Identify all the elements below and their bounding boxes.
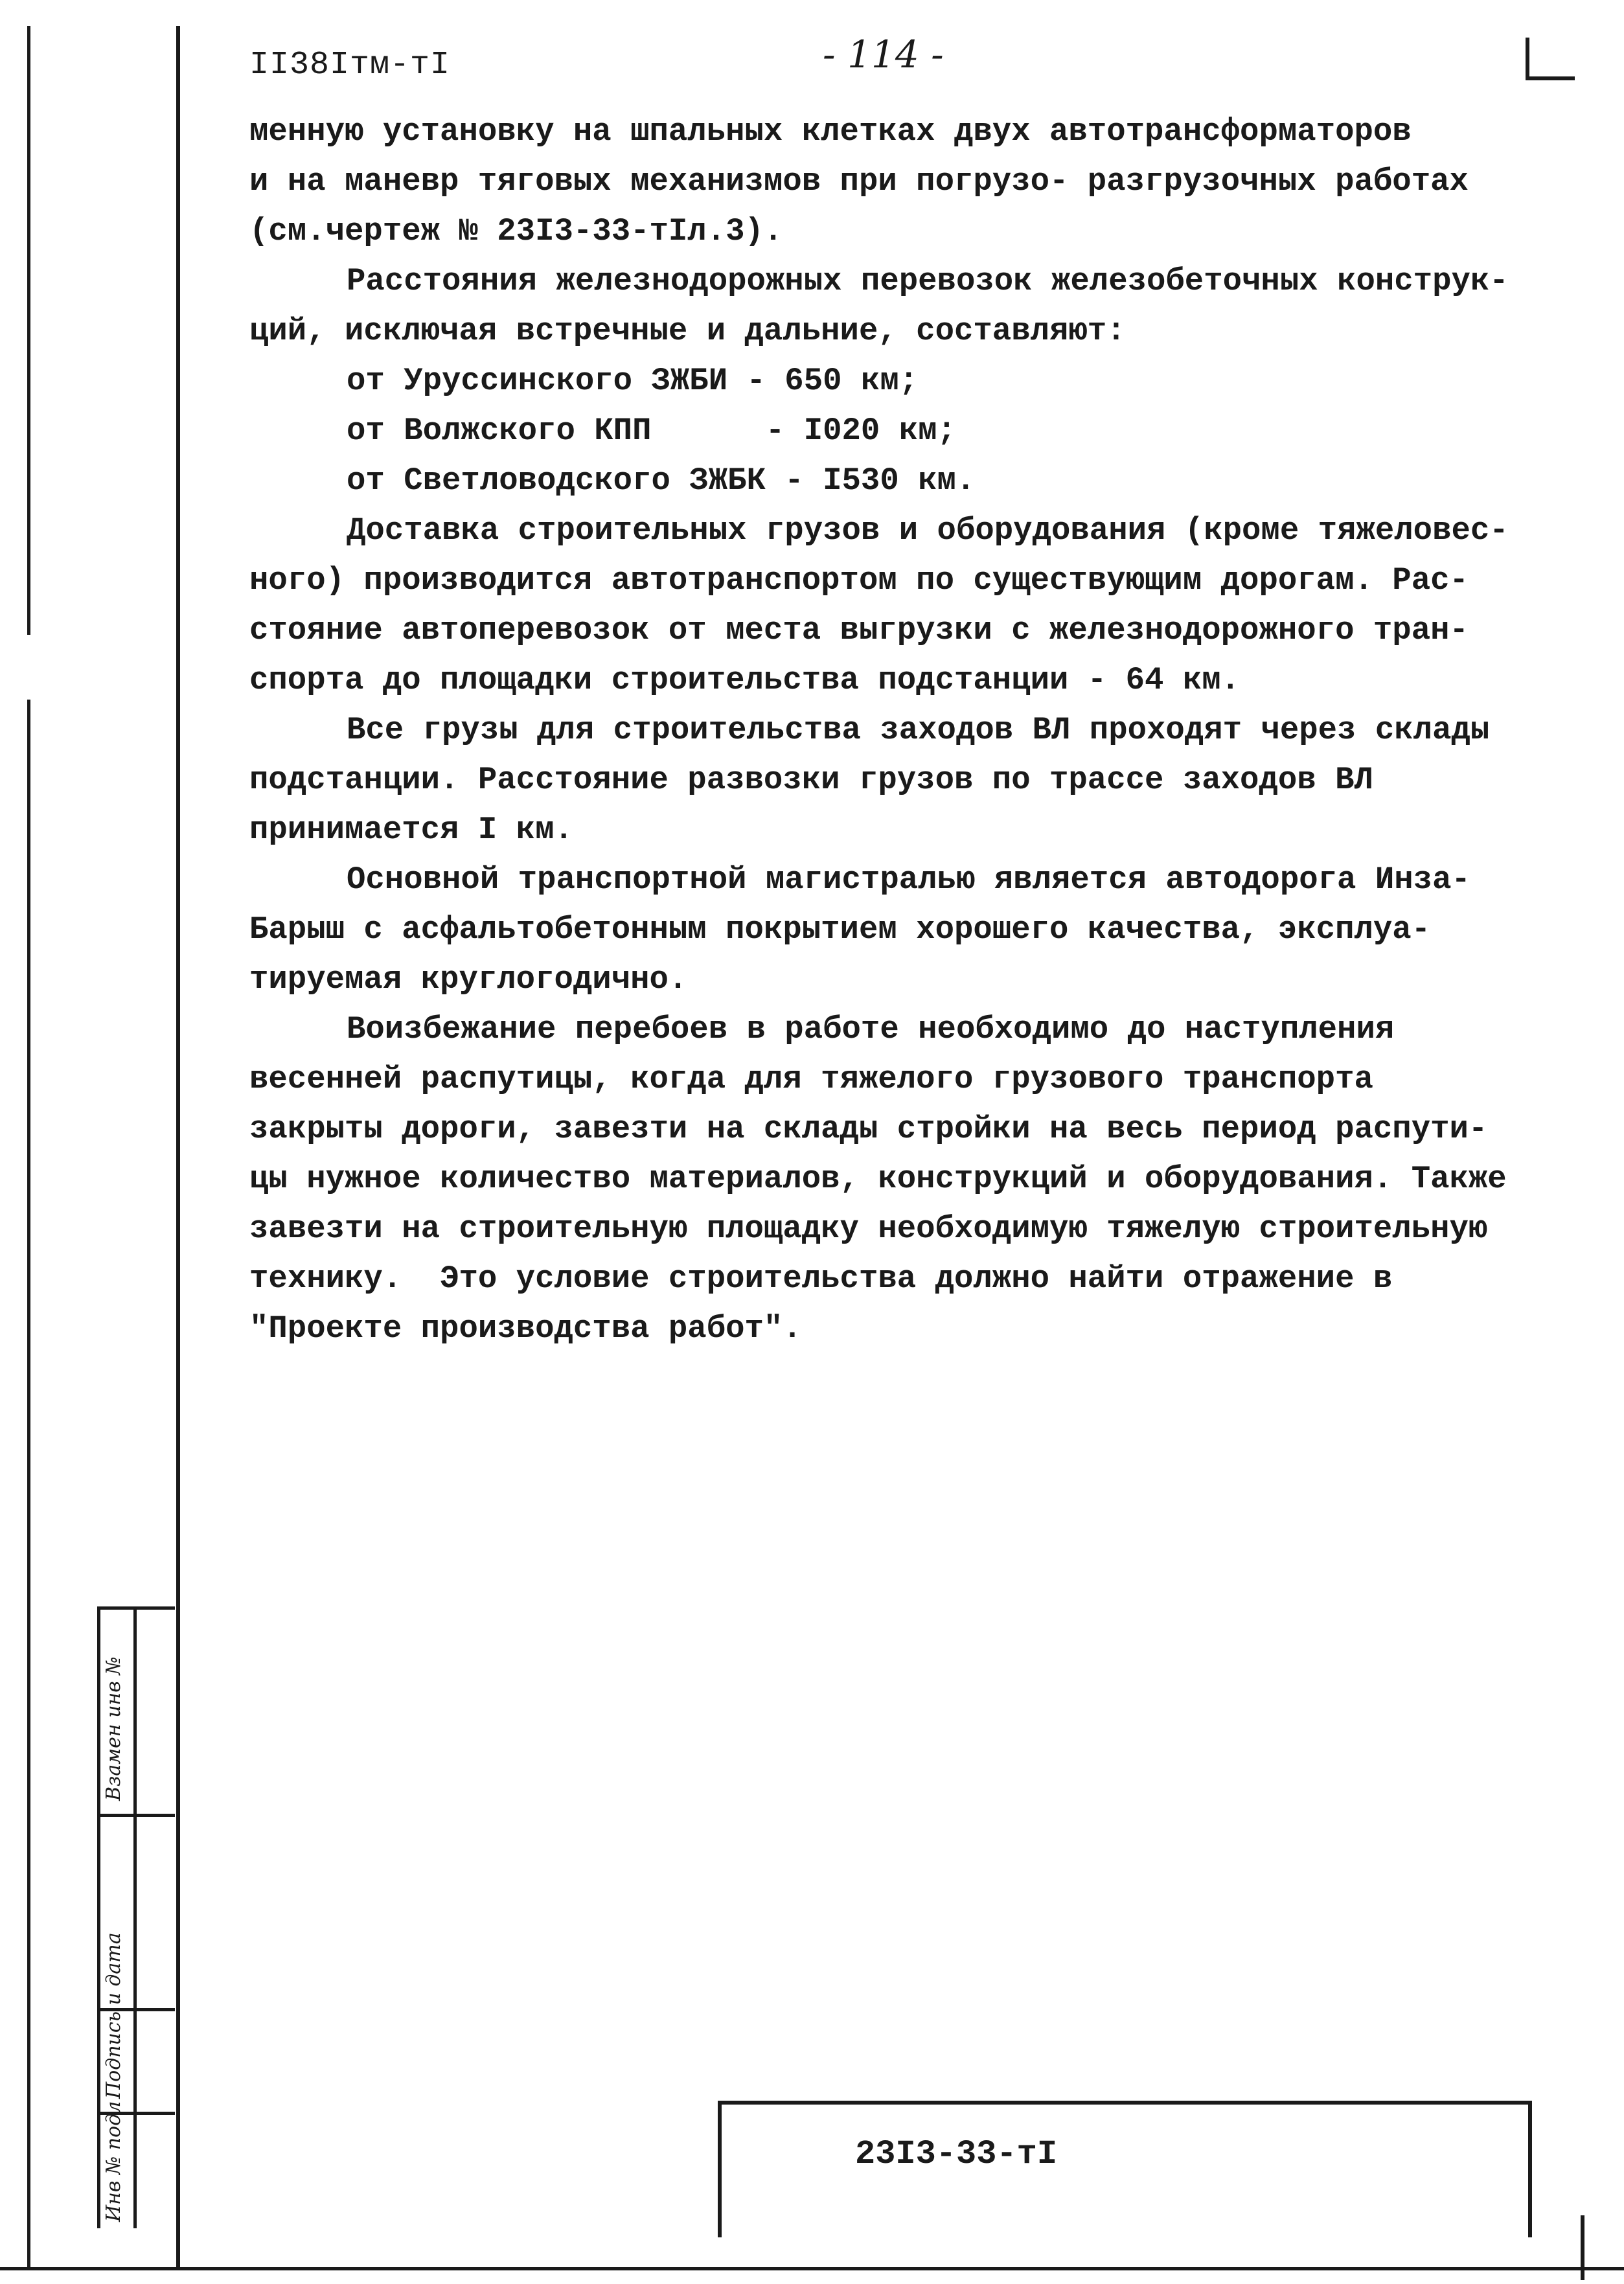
document-code-header: II38Iтм-тI [249, 47, 451, 84]
side-stamp-div1 [97, 1814, 175, 1817]
side-stamp-top [97, 1606, 175, 1610]
text-line: и на маневр тяговых механизмов при погрузо- разгрузочных работах [249, 163, 1469, 200]
text-line: Воизбежание перебоев в работе необходимо до наступления [347, 1011, 1395, 1047]
body-text [249, 107, 1571, 1354]
text-line: спорта до площадки строительства подстанции - 64 км. [249, 662, 1241, 698]
frame-bottom-line [0, 2267, 1624, 2270]
text-line: принимается I км. [249, 812, 573, 848]
side-label-vzamen: Взамен инв № [102, 1656, 125, 1801]
text-line: от Волжского КПП - I020 км; [347, 413, 956, 449]
text-line: ций, исключая встречные и дальние, составляют: [249, 313, 1126, 349]
corner-mark [1526, 38, 1575, 80]
text-line: весенней распутицы, когда для тяжелого грузового транспорта [249, 1061, 1373, 1097]
left-binding-rule [27, 26, 30, 635]
text-line: технику. Это условие строительства должно найти отражение в [249, 1261, 1393, 1297]
title-block-stamp [718, 2101, 1532, 2237]
text-line: Расстояния железнодорожных перевозок железобеточных конструк- [347, 263, 1509, 299]
text-line: ного) производится автотранспортом по существующим дорогам. Рас- [249, 562, 1469, 599]
page-number: - 114 - [823, 32, 944, 76]
left-binding-rule-lower [27, 700, 30, 2267]
frame-left-line [176, 26, 180, 2267]
text-line: тируемая круглогодично. [249, 961, 688, 998]
text-line: "Проекте производства работ". [249, 1310, 802, 1347]
text-line: Все грузы для строительства заходов ВЛ проходят через склады [347, 712, 1490, 748]
text-line: Доставка строительных грузов и оборудования (кроме тяжеловес- [347, 512, 1509, 549]
side-stamp-left [97, 1606, 100, 2228]
text-line: Основной транспортной магистралью является автодорога Инза- [347, 862, 1470, 898]
text-line: от Уруссинского ЗЖБИ - 650 км; [347, 363, 919, 399]
side-inventory-stamp [97, 1606, 175, 2228]
text-line: цы нужное количество материалов, конструкций и оборудования. Также [249, 1161, 1507, 1197]
text-line: закрыты дороги, завезти на склады стройки на весь период распути- [249, 1111, 1488, 1147]
text-line: стояние автоперевозок от места выгрузки с железнодорожного тран- [249, 612, 1469, 648]
frame-bottom-stub [1581, 2215, 1584, 2280]
side-stamp-mid [133, 1606, 137, 2228]
text-line: менную установку на шпальных клетках двух автотрансформаторов [249, 113, 1412, 150]
side-label-podpis: Подпись и дата [102, 1932, 125, 2099]
text-line: подстанции. Расстояние развозки грузов по трассе заходов ВЛ [249, 762, 1373, 798]
text-line: Барыш с асфальтобетонным покрытием хорошего качества, эксплуа- [249, 911, 1431, 948]
side-label-inv-podl: Инв № подл [102, 2101, 125, 2222]
text-line: (см.чертеж № 23I3-33-тIл.3). [249, 213, 783, 249]
text-line: завезти на строительную площадку необходимую тяжелую строительную [249, 1211, 1488, 1247]
title-block-code: 23I3-33-тI [855, 2135, 1058, 2173]
text-line: от Светловодского ЗЖБК - I530 км. [347, 463, 976, 499]
